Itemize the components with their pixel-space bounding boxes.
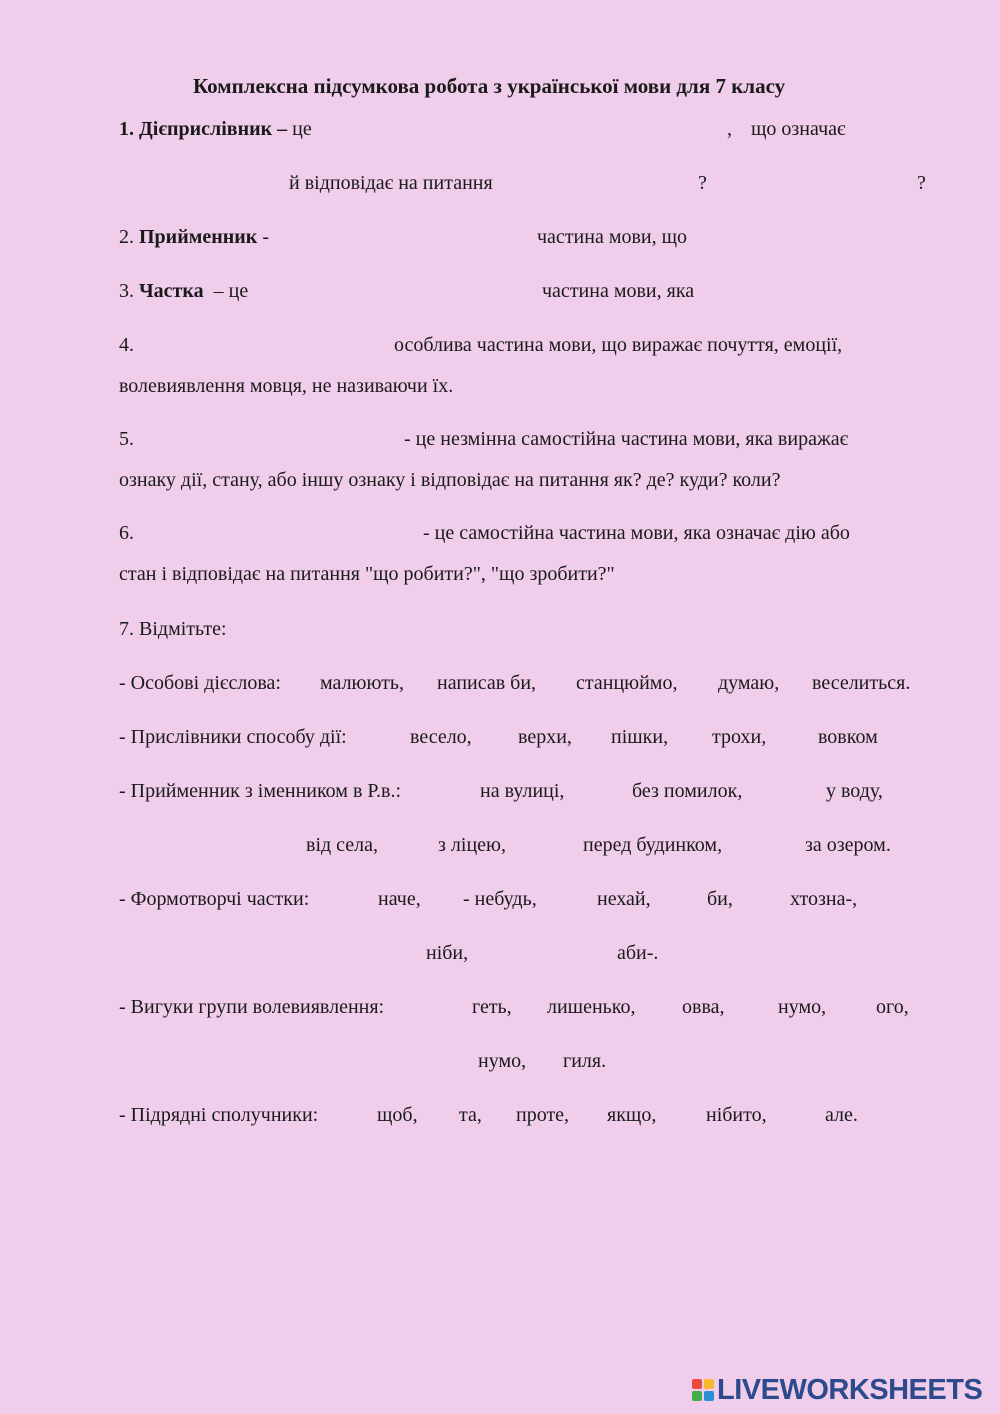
choice-word[interactable]: з ліцею, <box>438 834 506 856</box>
q1-tail: що означає <box>751 118 846 140</box>
choice-word[interactable]: веселиться. <box>812 672 911 694</box>
q1-prefix <box>119 117 312 141</box>
q1-blank-2[interactable] <box>119 170 288 198</box>
q1-qmark-1: ? <box>698 172 707 194</box>
choice-word[interactable]: нехай, <box>597 888 651 910</box>
choice-word[interactable]: у воду, <box>826 780 883 802</box>
choice-word[interactable]: за озером. <box>805 834 891 856</box>
choice-word[interactable]: від села, <box>306 834 379 856</box>
choice-word[interactable]: написав би, <box>437 672 537 694</box>
q4-line2: волевиявлення мовця, не називаючи їх. <box>119 375 454 397</box>
q5-line2: ознаку дії, стану, або іншу ознаку і відповідає на питання як? де? куди? коли? <box>119 469 781 491</box>
choice-word[interactable]: аби-. <box>617 942 659 964</box>
choice-word[interactable]: якщо, <box>607 1104 657 1126</box>
q3-number: 3. <box>119 280 134 302</box>
choice-word[interactable]: би, <box>707 888 733 910</box>
page-title: Комплексна підсумкова робота з української мови для 7 класу <box>193 74 786 98</box>
q1-term: Дієприслівник – <box>139 118 288 140</box>
group-label-adverbs-manner: - Прислівники способу дії: <box>119 726 347 748</box>
choice-word[interactable]: та, <box>459 1104 482 1126</box>
choice-word[interactable]: станцюймо, <box>576 672 678 694</box>
q4-number: 4. <box>119 334 134 356</box>
q6-tail: - це самостійна частина мови, яка означає дію або <box>423 522 850 544</box>
choice-word[interactable]: трохи, <box>712 726 767 748</box>
choice-word[interactable]: весело, <box>410 726 472 748</box>
group-label-interjections: - Вигуки групи волевиявлення: <box>119 996 385 1018</box>
choice-word[interactable]: на вулиці, <box>480 780 565 802</box>
q1-blank-1[interactable] <box>352 116 726 144</box>
q5-number: 5. <box>119 428 134 450</box>
q3-prefix <box>119 279 248 303</box>
choice-word[interactable]: вовком <box>818 726 878 748</box>
choice-word[interactable]: овва, <box>682 996 725 1018</box>
q3-term: Частка <box>139 280 204 302</box>
choice-word[interactable]: нібито, <box>706 1104 767 1126</box>
q2-blank[interactable] <box>300 224 534 252</box>
q3-blank[interactable] <box>276 278 538 306</box>
choice-word[interactable]: щоб, <box>377 1104 418 1126</box>
q7-heading: 7. Відмітьте: <box>119 618 227 640</box>
liveworksheets-logo-text: LIVEWORKSHEETS <box>717 1373 983 1406</box>
q5-tail: - це незмінна самостійна частина мови, яка виражає <box>404 428 849 450</box>
choice-word[interactable]: гиля. <box>563 1050 607 1072</box>
q2-tail: частина мови, що <box>537 226 688 248</box>
group-label-conjunctions: - Підрядні сполучники: <box>119 1104 319 1126</box>
choice-word[interactable]: нумо, <box>778 996 827 1018</box>
q2-prefix <box>119 225 269 249</box>
choice-word[interactable]: - небудь, <box>463 888 537 910</box>
choice-word[interactable]: пішки, <box>611 726 669 748</box>
choice-word[interactable]: ого, <box>876 996 909 1018</box>
q1-blank-3[interactable] <box>530 170 699 198</box>
choice-word[interactable]: перед будинком, <box>583 834 723 856</box>
q6-line2: стан і відповідає на питання "що робити?", "що зробити?" <box>119 563 615 585</box>
group-label-prepositions: - Прийменник з іменником в Р.в.: <box>119 780 402 802</box>
q1-rest: це <box>292 118 312 140</box>
group-label-personal-verbs: - Особові дієслова: <box>119 672 281 694</box>
group-label-particles: - Формотворчі частки: <box>119 888 310 910</box>
choice-word[interactable]: проте, <box>516 1104 570 1126</box>
q4-blank[interactable] <box>142 332 391 360</box>
choice-word[interactable]: думаю, <box>718 672 780 694</box>
choice-word[interactable]: лишенько, <box>547 996 636 1018</box>
choice-word[interactable]: без помилок, <box>632 780 743 802</box>
q1-qmark-2: ? <box>917 172 926 194</box>
q2-dash: - <box>262 226 269 248</box>
choice-word[interactable]: ніби, <box>426 942 469 964</box>
q6-blank[interactable] <box>142 520 421 548</box>
choice-word[interactable]: нумо, <box>478 1050 527 1072</box>
q6-number: 6. <box>119 522 134 544</box>
q3-dash: – це <box>213 280 249 302</box>
choice-word[interactable]: малюють, <box>320 672 405 694</box>
q5-blank[interactable] <box>142 426 401 454</box>
q1-blank-4[interactable] <box>716 170 916 198</box>
q2-term: Прийменник <box>139 226 258 248</box>
choice-word[interactable]: геть, <box>472 996 512 1018</box>
choice-word[interactable]: верхи, <box>518 726 572 748</box>
choice-word[interactable]: хтозна-, <box>790 888 858 910</box>
q1-number: 1. <box>119 118 134 140</box>
q3-tail: частина мови, яка <box>542 280 695 302</box>
q1-line2: й відповідає на питання <box>289 172 493 194</box>
liveworksheets-logo <box>692 1373 982 1407</box>
choice-word[interactable]: але. <box>825 1104 858 1126</box>
choice-word[interactable]: наче, <box>378 888 421 910</box>
q1-comma: , <box>727 118 732 140</box>
q2-number: 2. <box>119 226 134 248</box>
liveworksheets-logo-icon <box>692 1379 714 1401</box>
q4-tail: особлива частина мови, що виражає почуття, емоції, <box>394 334 843 356</box>
